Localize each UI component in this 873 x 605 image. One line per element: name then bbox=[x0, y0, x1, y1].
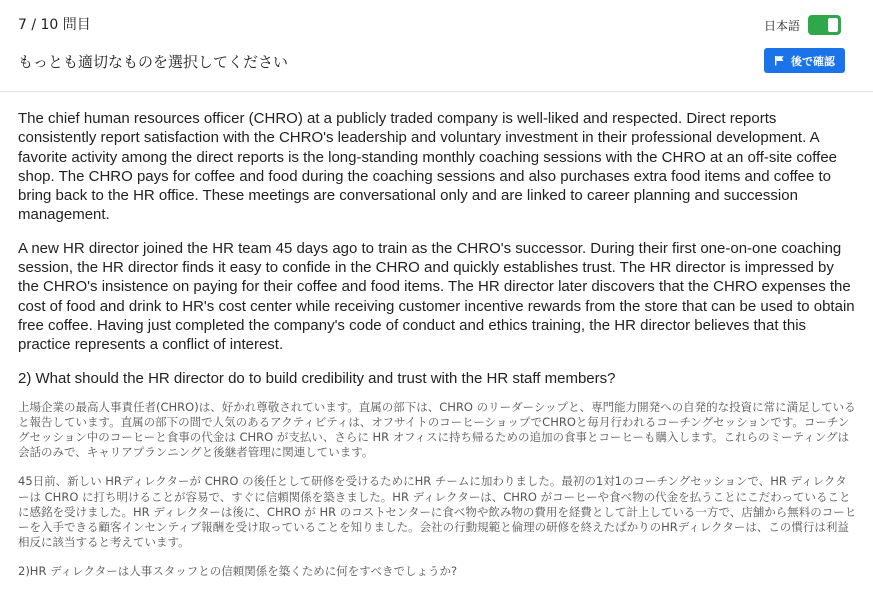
language-toggle[interactable] bbox=[808, 15, 841, 35]
question-header bbox=[0, 0, 873, 92]
question-body bbox=[18, 109, 858, 579]
scenario-paragraph-ja: 45日前、新しい HRディレクターが CHRO の後任として研修を受けるためにHR チームに加わりました。最初の1対1のコーチングセッションで、HR ディレクターは CHRO に打ち明けることが容易で、すぐに信頼関係を築きました。HR ディレクターは、CHRO がコーヒーや食べ物の代金を払うことにこだわっていることに感銘を受けました。HR ディレクターは後に、CHRO が HR のコストセンターに食べ物や飲み物の費用を経費として計上している一方で、店舗から無料のコーヒーを入手できる顧客インセンティブ報酬を受け取っていることを知りました。会社の行動規範と倫理の研修を終えたばかりのHRディレクターは、この慣行は利益相反に該当すると考えています。 bbox=[18, 474, 857, 550]
mark-for-later-label: 後で確認 bbox=[791, 54, 835, 68]
toggle-knob bbox=[828, 18, 838, 32]
language-switch bbox=[764, 15, 841, 35]
mark-for-later-button[interactable] bbox=[764, 48, 845, 73]
instruction-text: もっとも適切なものを選択してください bbox=[18, 53, 289, 71]
question-prompt-en: 2) What should the HR director do to build credibility and trust with the HR staff members? bbox=[18, 369, 616, 387]
flag-icon bbox=[774, 55, 785, 66]
scenario-paragraph-en: A new HR director joined the HR team 45 days ago to train as the CHRO's successor. During their first one-on-one coaching session, the HR director finds it easy to confide in the CHRO and quickly establishes trust. The HR director is impressed by the CHRO's insistence on paying for their coffee and food items. The HR director later discovers that the CHRO expenses the cost of food and drink to HR's cost center while receiving customer incentive rewards from the store that can be used to obtain free coffee. Having just completed the company's code of conduct and ethics training, the HR director believes that this practice represents a conflict of interest. bbox=[18, 239, 855, 354]
question-prompt-ja: 2)HR ディレクターは人事スタッフとの信頼関係を築くために何をすべきでしょうか? bbox=[18, 564, 458, 579]
scenario-paragraph-ja: 上場企業の最高人事責任者(CHRO)は、好かれ尊敬されています。直属の部下は、CHRO のリーダーシップと、専門能力開発への自発的な投資に常に満足していると報告しています。直属の部下の間で人気のあるアクティビティは、オフサイトのコーヒーショップでCHROと毎月行われるコーチングセッションです。コーチングセッション中のコーヒーと食事の代金は CHRO が支払い、さらに HR オフィスに持ち帰るための追加の食事とコーヒーも購入します。これらのミーティングは会話のみで、キャリアプランニングと後継者管理に関連しています。 bbox=[18, 399, 856, 460]
scenario-paragraph-en: The chief human resources officer (CHRO) at a publicly traded company is well-liked and respected. Direct reports consistently report satisfaction with the CHRO's leadership and voluntary investment in their professional development. A favorite activity among the direct reports is the long-standing monthly coaching sessions with the CHRO at an off-site coffee shop. The CHRO pays for coffee and food during the coaching sessions and also purchases extra food items and coffee to bring back to the HR office. These meetings are conversational only and are linked to career planning and succession management. bbox=[18, 110, 838, 224]
language-label: 日本語 bbox=[763, 18, 800, 33]
question-counter: 7 / 10 問目 bbox=[18, 17, 91, 33]
